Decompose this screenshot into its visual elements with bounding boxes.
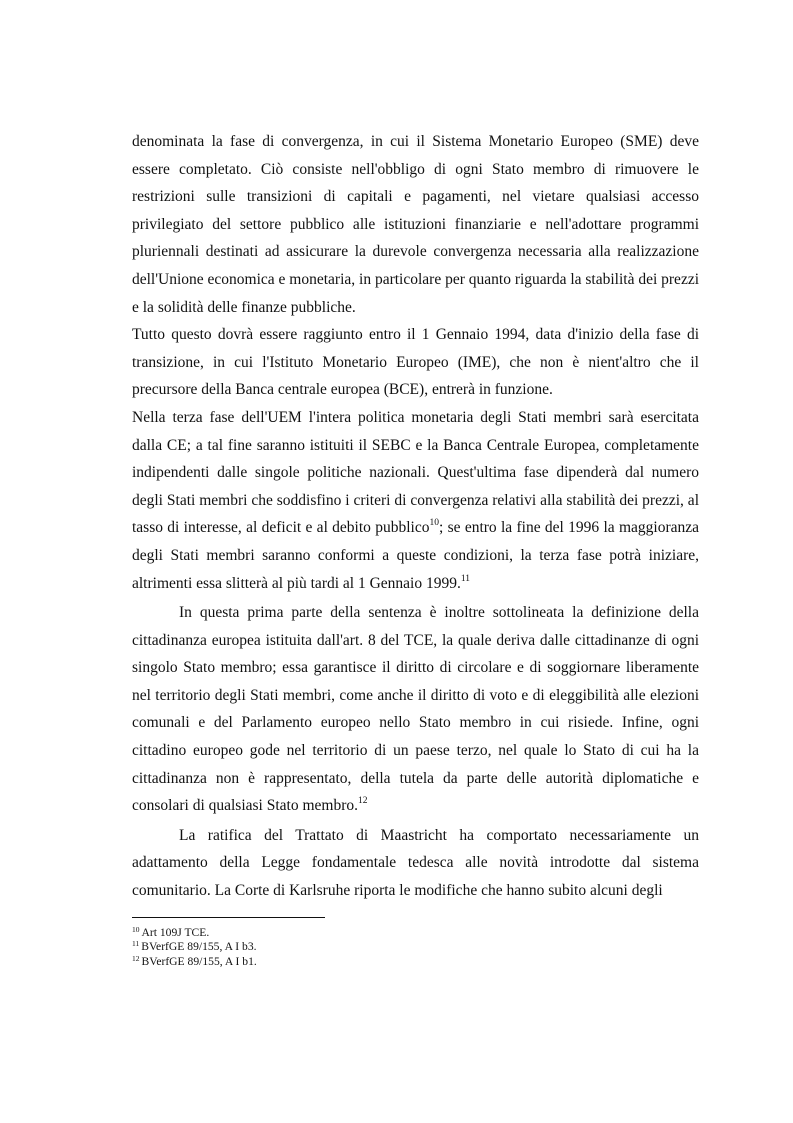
paragraph-text: Nella terza fase dell'UEM l'intera politica monetaria degli Stati membri sarà esercitata dalla CE; a tal fine saranno istituiti il SEBC e la Banca Centrale Europea, completamente indipendenti dalle singole politiche nazionali. Quest'ultima fase dipenderà dal numero degli Stati membri che soddisfino i criteri di convergenza relativi alla stabilità dei prezzi, al tasso di interesse, al deficit e al debito pubblico: [132, 408, 699, 537]
footnote-text: BVerfGE 89/155, A I b1.: [141, 954, 257, 968]
footnote-text: BVerfGE 89/155, A I b3.: [141, 940, 257, 954]
footnotes: [132, 926, 699, 969]
footnote-separator: [132, 917, 325, 918]
body-text: [132, 128, 699, 905]
paragraph-text: ; se entro la fine del 1996 la maggioranza degli Stati membri saranno conformi a queste condizioni, la terza fase potrà iniziare, altrimenti essa slitterà al più tardi al 1 Gennaio 1999.: [132, 519, 699, 592]
paragraph-convergence-phase: [132, 128, 699, 321]
footnote-10: [132, 926, 699, 940]
footnote-text: Art 109J TCE.: [141, 926, 210, 939]
paragraph-text: denominata la fase di convergenza, in cui il Sistema Monetario Europeo (SME) deve essere completato. Ciò consiste nell'obbligo di ogni Stato membro di rimuovere le restrizioni sulle transizioni di capitali e pagamenti, nel vietare qualsiasi accesso privilegiato del settore pubblico alle istituzioni finanziarie e nell'adottare programmi pluriennali destinati ad assicurare la durevole convergenza necessaria alla realizzazione dell'Unione economica e monetaria, in particolare per quanto riguarda la stabilità dei prezzi e la solidità delle finanze pubbliche.: [132, 133, 700, 316]
footnote-12: [132, 955, 699, 969]
footnote-ref-10[interactable]: 10: [429, 518, 439, 529]
paragraph-third-phase: [132, 404, 699, 597]
footnote-ref-11[interactable]: 11: [460, 573, 471, 584]
footnote-number: 12: [132, 953, 140, 963]
footnote-number: 10: [132, 925, 140, 934]
paragraph-text: In questa prima parte della sentenza è inoltre sottolineata la definizione della cittadinanza europea istituita dall'art. 8 del TCE, la quale deriva dalle cittadinanze di ogni singolo Stato membro; essa garantisce il diritto di circolare e di soggiornare liberamente nel territorio degli Stati membri, come anche il diritto di voto e di eleggibilità alle elezioni comunali e del Parlamento europeo nello Stato membro in cui risiede. Infine, ogni cittadino europeo gode nel territorio di un paese terzo, nel quale lo Stato di cui ha la cittadinanza non è rappresentato, della tutela da parte delle autorità diplomatiche e consolari di qualsiasi Stato membro.: [132, 604, 699, 815]
paragraph-european-citizenship: [132, 599, 699, 820]
paragraph-maastricht-ratification: [132, 822, 699, 905]
footnote-number: 11: [132, 939, 140, 949]
paragraph-text: Tutto questo dovrà essere raggiunto entro il 1 Gennaio 1994, data d'inizio della fase di transizione, in cui l'Istituto Monetario Europeo (IME), che non è nient'altro che il precursore della Banca centrale europea (BCE), entrerà in funzione.: [132, 326, 699, 399]
paragraph-transition-phase: [132, 321, 699, 404]
paragraph-text: La ratifica del Trattato di Maastricht ha comportato necessariamente un adattamento della Legge fondamentale tedesca alle novità introdotte dal sistema comunitario. La Corte di Karlsruhe riporta le modifiche che hanno subito alcuni degli: [132, 826, 699, 900]
footnote-11: [132, 940, 699, 954]
footnote-ref-12[interactable]: 12: [358, 796, 368, 807]
